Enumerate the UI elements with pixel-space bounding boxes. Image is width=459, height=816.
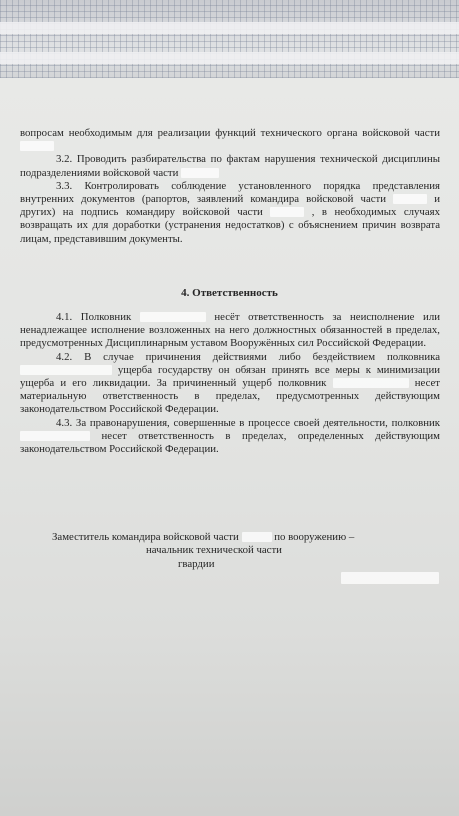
paragraph-text: 4.1. Полковник	[56, 311, 132, 323]
section-title: 4. Ответственность	[181, 287, 278, 299]
paper-strip	[0, 22, 459, 34]
paragraph-4-1	[20, 311, 440, 351]
redacted-name	[140, 312, 206, 322]
redacted-unit-number	[242, 532, 272, 542]
paragraph-4-2	[20, 351, 440, 417]
body-section-3	[20, 127, 440, 246]
paragraph-text: 3.2. Проводить разбирательства по фактам нарушения технической дисциплины подразделениями войсковой части	[20, 153, 440, 179]
paragraph-3-3	[20, 180, 440, 246]
redacted-signature-name	[341, 572, 439, 584]
redacted-name	[333, 378, 409, 388]
redacted-unit-number	[270, 207, 304, 217]
redacted-name	[20, 431, 90, 441]
document-page	[0, 78, 459, 816]
redacted-unit-number	[20, 141, 54, 151]
signature-title-line2: начальник технической части	[146, 544, 282, 556]
signature-title-line1	[52, 531, 354, 544]
signature-title-line3: гвардии	[178, 558, 215, 570]
paragraph-text: вопросам необходимым для реализации функций технического органа войсковой части	[20, 127, 440, 139]
paragraph-3-2	[20, 153, 440, 179]
background-sheet	[0, 0, 459, 78]
grid-paper-pattern	[0, 0, 459, 78]
paragraph-text: несет ответственность в пределах, определенных действующим законодательством Российской Федерации.	[20, 429, 440, 456]
signature-text: по вооружению –	[274, 531, 355, 543]
paragraph-text: ущерба государству он обязан принять все меры к минимизации ущерба и его ликвидации. За причиненный ущерб полковник	[20, 363, 441, 390]
signature-text: Заместитель командира войсковой части	[52, 531, 239, 543]
paragraph-text: 4.2. В случае причинения действиями либо бездействием полковника	[56, 350, 440, 363]
redacted-unit-number	[393, 194, 427, 204]
redacted-name	[20, 365, 112, 375]
redacted-unit-number	[181, 168, 219, 178]
body-section-4	[20, 311, 440, 456]
paper-strip	[0, 52, 459, 64]
paragraph-4-3	[20, 417, 440, 457]
paragraph-text: , в необходимых случаях возвращать их для доработки (устранения недостатков) с объяснением причин возврата лицам, представившим документы.	[20, 206, 440, 245]
paragraph-text: 4.3. За правонарушения, совершенные в процессе своей деятельности, полковник	[56, 416, 440, 429]
paragraph-text: 3.3. Контролировать соблюдение установленного порядка представления внутренних документов (рапортов, заявлений командира войсковой части	[20, 179, 440, 206]
paragraph-text: и других) на подпись командиру войсковой части	[20, 193, 440, 219]
paragraph-3-1-tail	[20, 127, 440, 153]
paragraph-text: несет материальную ответственность в пределах, предусмотренных действующим законодательством Российской Федерации.	[20, 377, 441, 416]
paragraph-text: несёт ответственность за неисполнение или ненадлежащее исполнение возложенных на него должностных обязанностей в пределах, предусмотренных Дисциплинарным уставом Вооружённых сил Российской Федерации.	[20, 311, 441, 350]
